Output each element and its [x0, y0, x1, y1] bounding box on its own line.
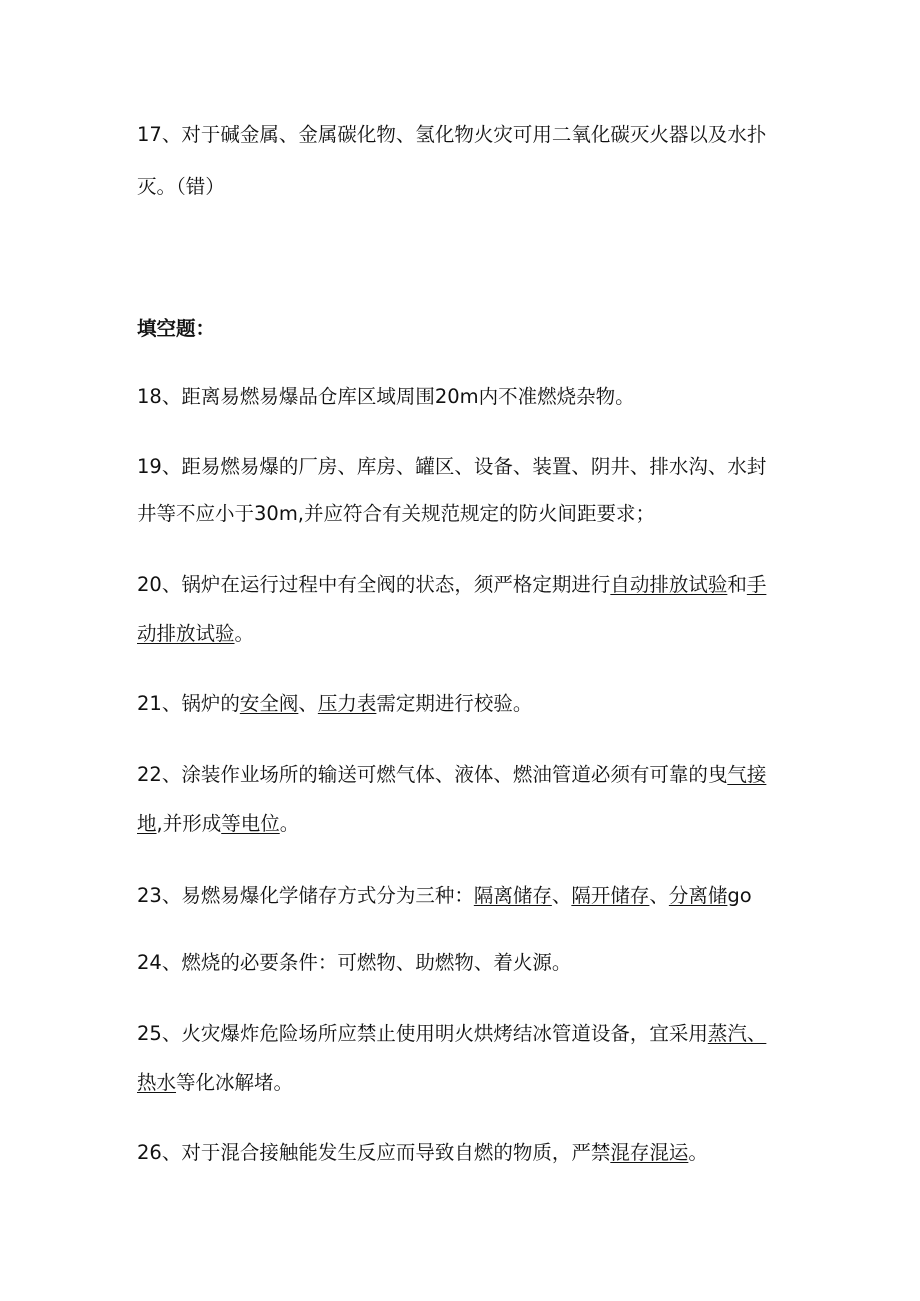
question-20-line-1 [137, 571, 766, 599]
question-23-answer-2: 隔开储存 [571, 884, 650, 907]
question-20-answer-2-start: 手 [746, 573, 767, 596]
question-21 [137, 690, 532, 718]
question-26-answer-1: 混存混运 [610, 1141, 689, 1164]
question-23-text: 23、易燃易爆化学储存方式分为三种： [137, 884, 474, 907]
question-21-answer-1: 安全阀 [239, 692, 299, 715]
question-20-end: 。 [234, 622, 255, 645]
question-20-line-2 [137, 620, 254, 648]
question-20-text: 20、锅炉在运行过程中有全阀的状态，须严格定期进行 [137, 573, 611, 596]
question-17-line-2: 灭。（错） [137, 175, 225, 198]
question-22-answer-1-start: 气接 [727, 763, 767, 786]
question-23-separator-1: 、 [551, 884, 572, 907]
question-17-line-1: 17、对于碱金属、金属碳化物、氢化物火灾可用二氧化碳灭火器以及水扑 [137, 123, 767, 146]
question-22-answer-2: 等电位 [221, 812, 280, 835]
question-22-end: 。 [279, 812, 300, 835]
question-22-line-2 [137, 810, 299, 838]
question-25-end: 等化冰解堵。 [176, 1071, 294, 1094]
question-21-text: 21、锅炉的 [137, 692, 240, 715]
question-25-line-2 [137, 1069, 293, 1097]
question-23 [137, 882, 752, 910]
question-23-answer-1: 隔离储存 [473, 884, 552, 907]
question-21-separator: 、 [298, 692, 318, 715]
question-23-end: go [727, 884, 752, 907]
question-23-answer-3: 分离储 [668, 884, 728, 907]
question-22-answer-1-end: 地 [137, 812, 157, 835]
section-title-fill-in-blank: 填空题： [137, 317, 216, 340]
question-18: 18、距离易燃易爆品仓库区域周围20m内不准燃烧杂物。 [137, 385, 635, 408]
question-19-line-2: 井等不应小于30m,并应符合有关规范规定的防火间距要求； [137, 502, 656, 525]
question-22-line-1 [137, 761, 766, 789]
question-20-answer-2-end: 动排放试验 [137, 622, 235, 645]
question-23-separator-2: 、 [649, 884, 669, 907]
question-25-line-1 [137, 1020, 766, 1048]
question-26-end: 。 [688, 1141, 708, 1164]
question-25-answer-1-end: 热水 [137, 1071, 177, 1094]
question-25-answer-1-start: 蒸汽、 [707, 1022, 767, 1045]
question-22-connector: ,并形成 [156, 812, 222, 835]
question-21-end: 需定期进行校验。 [376, 692, 533, 715]
question-20-answer-1: 自动排放试验 [610, 573, 728, 596]
question-24: 24、燃烧的必要条件：可燃物、助燃物、着火源。 [137, 951, 572, 974]
question-20-connector: 和 [727, 573, 747, 596]
question-26-text: 26、对于混合接触能发生反应而导致自燃的物质，严禁 [137, 1141, 611, 1164]
question-19-line-1: 19、距易燃易爆的厂房、库房、罐区、设备、装置、阴井、排水沟、水封 [137, 455, 767, 478]
question-25-text: 25、火灾爆炸危险场所应禁止使用明火烘烤结冰管道设备，宜采用 [137, 1022, 708, 1045]
question-21-answer-2: 压力表 [317, 692, 377, 715]
question-26 [137, 1139, 708, 1167]
question-22-text: 22、涂装作业场所的输送可燃气体、液体、燃油管道必须有可靠的曳 [137, 763, 728, 786]
